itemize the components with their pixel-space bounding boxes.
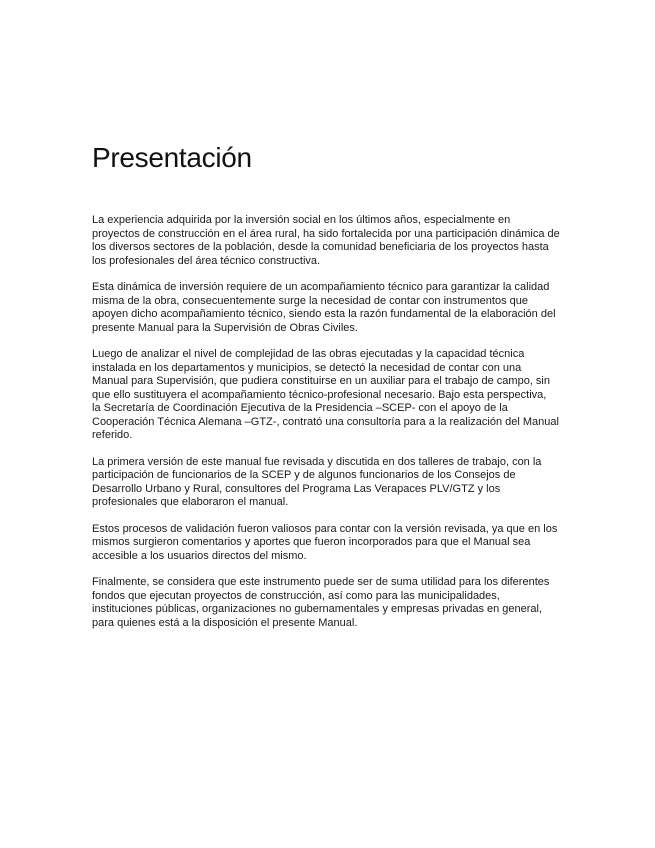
paragraph-line: Luego de analizar el nivel de complejidad de las obras ejecutadas y la capacidad técnica	[92, 348, 525, 360]
paragraph-line: presente Manual para la Supervisión de Obras Civiles.	[92, 321, 358, 334]
paragraph-line: accesible a los usuarios directos del mismo.	[92, 549, 307, 562]
paragraph	[92, 576, 562, 630]
paragraph-line: mismos surgieron comentarios y aportes que fueron incorporados para que el Manual sea	[92, 536, 531, 548]
paragraph-line: referido.	[92, 429, 133, 441]
paragraph-line: profesionales que elaboraron el manual.	[92, 496, 289, 508]
paragraph-line: los diversos sectores de la población, desde la comunidad beneficiaria de los proyectos hasta	[92, 241, 549, 253]
paragraph-line: misma de la obra, consecuentemente surge la necesidad de contar con instrumentos que	[92, 294, 528, 307]
page-title: Presentación	[92, 142, 252, 173]
paragraph-line: apoyen dicho acompañamiento técnico, siendo esta la razón fundamental de la elaboración del	[92, 308, 556, 320]
paragraph-line: Desarrollo Urbano y Rural, consultores del Programa Las Verapaces PLV/GTZ y los	[92, 482, 501, 495]
paragraph	[92, 348, 562, 443]
paragraph-line: Esta dinámica de inversión requiere de un acompañamiento técnico para garantizar la calidad	[92, 281, 550, 293]
paragraph	[92, 456, 562, 510]
paragraph-line: La primera versión de este manual fue revisada y discutida en dos talleres de trabajo, con la	[92, 455, 542, 468]
paragraph-line: participación de funcionarios de la SCEP y de algunos funcionarios de los Consejos de	[92, 469, 516, 481]
paragraph-line: instalada en los departamentos y municipios, se detectó la necesidad de contar con una	[92, 361, 522, 374]
paragraph	[92, 281, 562, 335]
paragraph-line: Estos procesos de validación fueron valiosos para contar con la versión revisada, ya que en los	[92, 522, 558, 535]
paragraph-line: los profesionales del área técnico constructiva.	[92, 254, 321, 267]
paragraph-line: Cooperación Técnica Alemana –GTZ-, contrató una consultoría para a la realización del Manual	[92, 415, 559, 428]
paragraph-line: instituciones públicas, organizaciones no gubernamentales y empresas privadas en general,	[92, 603, 543, 615]
paragraph-line: Manual para Supervisión, que pudiera constituirse en un auxiliar para el trabajo de campo, sin	[92, 375, 550, 387]
body-text	[92, 214, 562, 643]
paragraph	[92, 214, 562, 268]
paragraph-line: La experiencia adquirida por la inversión social en los últimos años, especialmente en	[92, 214, 511, 226]
paragraph-line: para quienes está a la disposición el presente Manual.	[92, 616, 358, 629]
paragraph-line: que ello sustituyera el acompañamiento técnico-profesional necesario. Bajo esta perspectiva,	[92, 388, 547, 401]
paragraph-line: Finalmente, se considera que este instrumento puede ser de suma utilidad para los diferentes	[92, 576, 550, 588]
paragraph-line: proyectos de construcción en el área rural, ha sido fortalecida por una participación dinámica de	[92, 227, 560, 240]
paragraph	[92, 523, 562, 564]
paragraph-line: la Secretaría de Coordinación Ejecutiva de la Presidencia –SCEP- con el apoyo de la	[92, 402, 508, 414]
paragraph-line: fondos que ejecutan proyectos de construcción, así como para las municipalidades,	[92, 589, 500, 602]
